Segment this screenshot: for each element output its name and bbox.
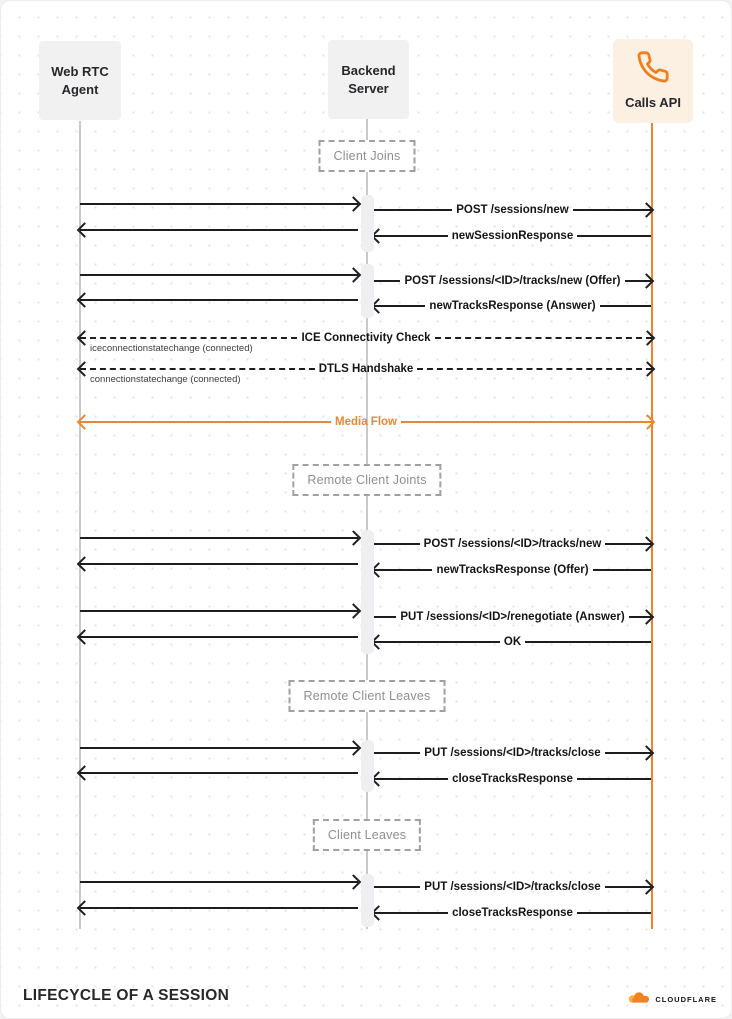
arrowhead	[77, 222, 93, 238]
message-label: POST /sessions/new	[456, 204, 569, 216]
arrowhead	[77, 765, 93, 781]
arrow-callsapi-to-backend	[374, 563, 651, 577]
line-segment	[374, 616, 396, 619]
line-segment	[80, 772, 358, 775]
line-segment	[374, 280, 400, 283]
message-label: PUT /sessions/<ID>/tracks/close	[424, 747, 601, 759]
actor-backend-server	[328, 40, 409, 119]
connection-state-note: connectionstatechange (connected)	[90, 374, 241, 385]
line-segment	[593, 569, 651, 572]
message-label: closeTracksResponse	[452, 773, 573, 785]
line-segment	[374, 752, 420, 755]
line-segment	[577, 912, 651, 915]
line-segment	[80, 563, 358, 566]
line-segment	[80, 537, 358, 540]
message-label: PUT /sessions/<ID>/renegotiate (Answer)	[400, 611, 625, 623]
arrowhead	[346, 874, 362, 890]
line-segment	[577, 235, 651, 238]
arrow-backend-to-webrtc	[80, 293, 358, 307]
arrow-backend-to-webrtc	[80, 223, 358, 237]
arrow-callsapi-to-backend	[374, 635, 651, 649]
message-label: OK	[503, 636, 522, 648]
phone-icon	[636, 50, 670, 89]
arrowhead	[77, 292, 93, 308]
line-segment	[80, 636, 358, 639]
message-label: PUT /sessions/<ID>/tracks/close	[424, 881, 601, 893]
arrow-backend-to-webrtc	[80, 557, 358, 571]
line-segment	[374, 886, 420, 889]
arrow-webrtc-to-backend	[80, 741, 358, 755]
activation-bar	[361, 264, 374, 318]
arrow-webrtc-to-backend	[80, 268, 358, 282]
activation-bar	[361, 874, 374, 927]
activation-bar	[361, 195, 374, 252]
actor-label: Backend Server	[341, 62, 396, 96]
message-label: closeTracksResponse	[452, 907, 573, 919]
activation-bar	[361, 530, 374, 654]
arrow-callsapi-to-backend	[374, 299, 651, 313]
line-segment	[80, 337, 297, 339]
line-segment	[80, 229, 358, 232]
arrow-backend-to-callsapi	[374, 274, 651, 288]
page-title: LIFECYCLE OF A SESSION	[23, 987, 230, 1004]
cloudflare-logo	[626, 990, 717, 1009]
actor-label: Web RTC Agent	[51, 63, 109, 97]
arrow-backend-to-webrtc	[80, 630, 358, 644]
message-label: ICE Connectivity Check	[301, 332, 431, 344]
arrow-callsapi-to-backend	[374, 772, 651, 786]
line-segment	[80, 421, 331, 424]
line-segment	[525, 641, 651, 644]
arrow-backend-to-callsapi	[374, 610, 651, 624]
arrow-backend-to-callsapi	[374, 880, 651, 894]
arrowhead	[77, 414, 93, 430]
arrow-webrtc-to-backend	[80, 197, 358, 211]
line-segment	[374, 543, 420, 546]
line-segment	[80, 274, 358, 277]
section-remote-client-joints: Remote Client Joints	[292, 464, 441, 496]
arrow-callsapi-to-backend	[374, 906, 651, 920]
line-segment	[80, 747, 358, 750]
message-label: newTracksResponse (Answer)	[429, 300, 596, 312]
arrowhead	[77, 629, 93, 645]
message-label: POST /sessions/<ID>/tracks/new (Offer)	[404, 275, 621, 287]
ice-state-note: iceconnectionstatechange (connected)	[90, 343, 253, 354]
line-segment	[80, 881, 358, 884]
cloudflare-wordmark: CLOUDFLARE	[655, 995, 717, 1004]
arrowhead	[346, 603, 362, 619]
message-label: POST /sessions/<ID>/tracks/new	[423, 538, 602, 550]
line-segment	[435, 337, 652, 339]
message-label: newSessionResponse	[451, 230, 574, 242]
actor-webrtc-agent	[39, 41, 121, 120]
arrow-backend-to-callsapi	[374, 746, 651, 760]
arrowhead	[346, 196, 362, 212]
activation-bar	[361, 740, 374, 792]
arrow-webrtc-to-backend	[80, 875, 358, 889]
line-segment	[374, 641, 500, 644]
line-segment	[374, 209, 452, 212]
message-label: DTLS Handshake	[318, 363, 414, 375]
line-segment	[80, 907, 358, 910]
section-remote-client-leaves: Remote Client Leaves	[289, 680, 446, 712]
actor-calls-api	[613, 39, 693, 123]
lifeline-webrtc-agent	[79, 121, 81, 929]
line-segment	[401, 421, 652, 424]
arrowhead	[77, 556, 93, 572]
arrow-media-flow	[80, 415, 652, 429]
message-label: newTracksResponse (Offer)	[436, 564, 589, 576]
arrow-webrtc-to-backend	[80, 531, 358, 545]
line-segment	[577, 778, 651, 781]
arrowhead	[346, 530, 362, 546]
section-client-joins: Client Joins	[318, 140, 415, 172]
section-client-leaves: Client Leaves	[313, 819, 421, 851]
arrow-backend-to-webrtc	[80, 901, 358, 915]
message-label: Media Flow	[335, 416, 397, 428]
arrow-callsapi-to-backend	[374, 229, 651, 243]
line-segment	[80, 368, 315, 370]
arrow-webrtc-to-backend	[80, 604, 358, 618]
arrow-backend-to-webrtc	[80, 766, 358, 780]
arrowhead	[346, 740, 362, 756]
line-segment	[80, 203, 358, 206]
arrowhead	[346, 267, 362, 283]
arrowhead	[77, 900, 93, 916]
line-segment	[80, 299, 358, 302]
cloudflare-cloud-icon	[626, 990, 652, 1009]
arrow-backend-to-callsapi	[374, 537, 651, 551]
line-segment	[80, 610, 358, 613]
line-segment	[417, 368, 652, 370]
line-segment	[600, 305, 651, 308]
actor-label: Calls API	[625, 95, 681, 110]
arrow-backend-to-callsapi	[374, 203, 651, 217]
lifeline-calls-api	[651, 123, 653, 929]
